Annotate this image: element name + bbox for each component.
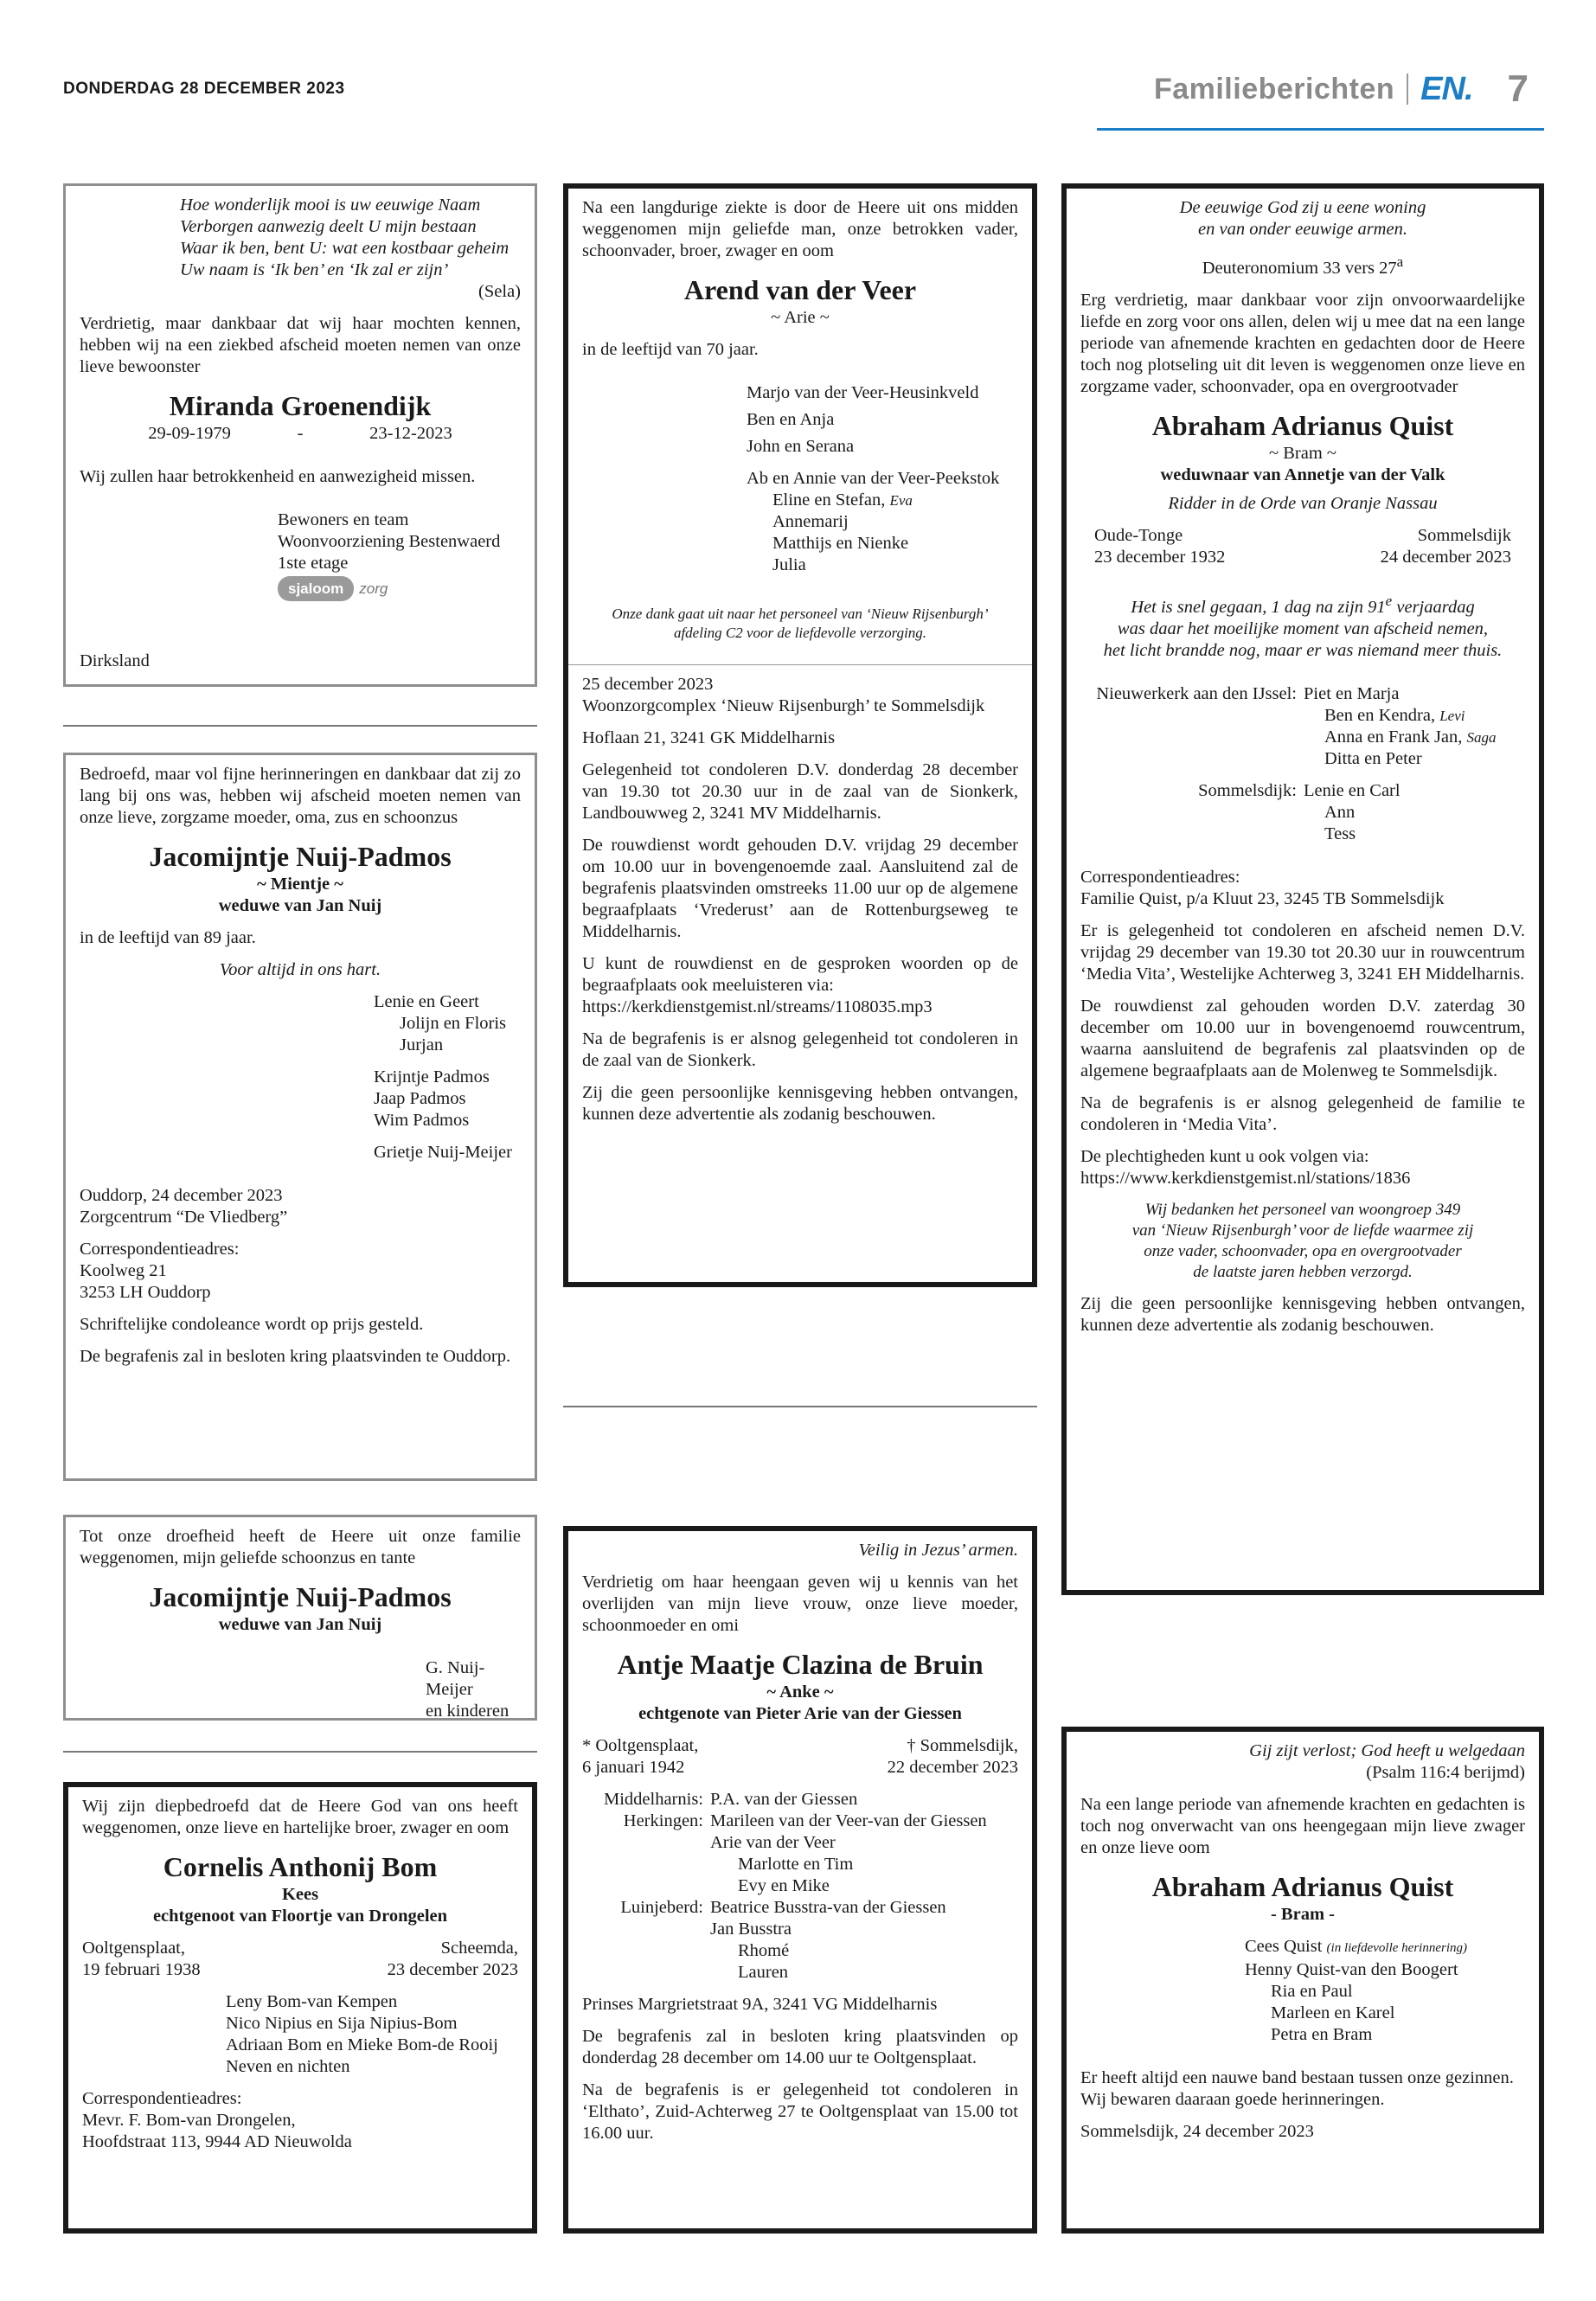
correspondence-city: 3253 LH Ouddorp: [80, 1283, 211, 1302]
address: Hoflaan 21, 3241 GK Middelharnis: [582, 728, 836, 747]
place: Dirksland: [80, 651, 150, 670]
family-member: Ann: [1324, 802, 1356, 822]
signers: [80, 510, 521, 601]
family-member: Ria en Paul: [1271, 1982, 1353, 2001]
service-info: De rouwdienst wordt gehouden D.V. vrijdag 29 december om 10.00 uur in bovengenoemde zaal. Aansluitend zal de begrafenis plaatsvinden omstreeks 11.00 uur op de algemene begraafplaats ‘Vrederust’ aan de Rottenburgseweg te Middelharnis.: [582, 836, 1018, 941]
family-member: Tess: [1324, 824, 1356, 843]
family-member: Krijntje Padmos: [374, 1067, 490, 1086]
life-dates: [82, 1938, 518, 1981]
death-date: 24 december 2023: [1380, 547, 1511, 567]
thanks: [1080, 1200, 1525, 1283]
family-member: Marleen en Karel: [1271, 2003, 1395, 2022]
notice-text: Wij zullen haar betrokkenheid en aanwezigheid missen.: [80, 467, 476, 486]
stream-url[interactable]: https://www.kerkdienstgemist.nl/stations/1836: [1080, 1168, 1411, 1188]
logo-text: sjaloom: [278, 576, 354, 601]
facility: Zorgcentrum “De Vliedberg”: [80, 1208, 288, 1227]
birth-place: Ooltgensplaat,: [82, 1939, 185, 1958]
family-member: Nico Nipius en Sija Nipius-Bom: [226, 2014, 458, 2033]
family-member: Ben en Anja: [747, 410, 835, 429]
stream-url[interactable]: https://kerkdienstgemist.nl/streams/1108035.mp3: [582, 997, 933, 1016]
family-member: Marjo van der Veer-Heusinkveld: [747, 383, 979, 402]
verse-line: De eeuwige God zij u eene woning: [1179, 198, 1426, 217]
family-list: [82, 1991, 518, 2078]
family-member: Wim Padmos: [374, 1111, 470, 1130]
notice-groenendijk: [63, 183, 537, 687]
family-place: Middelharnis:: [603, 1790, 703, 1809]
birth-place: * Ooltgensplaat,: [582, 1736, 699, 1755]
notice-de-bruin: [563, 1526, 1037, 2234]
notice-nuij-padmos: [63, 753, 537, 1481]
notice-quist-nephews: [1061, 1727, 1544, 2234]
bible-verse: [1080, 197, 1525, 240]
family-member: Piet en Marja: [1304, 683, 1400, 703]
thanks-line: onze vader, schoonvader, opa en overgrootvader: [1144, 1241, 1462, 1260]
family-member: Adriaan Bom en Mieke Bom-de Rooij: [226, 2035, 498, 2054]
header-rule: [1097, 128, 1544, 131]
correspondence-name: Mevr. F. Bom-van Drongelen,: [82, 2111, 296, 2130]
family-member: P.A. van der Giessen: [710, 1790, 858, 1809]
deceased-name: Antje Maatje Clazina de Bruin: [617, 1649, 984, 1680]
thanks: [582, 598, 1018, 643]
family-member: Ditta en Peter: [1324, 748, 1422, 768]
family-place: Luinjeberd:: [620, 1898, 703, 1917]
nickname: ~ Mientje ~: [257, 875, 343, 894]
quote: [1080, 590, 1525, 662]
notice-intro: Tot onze droefheid heeft de Heere uit onze familie weggenomen, mijn geliefde schoonzus en tante: [80, 1527, 521, 1567]
age: in de leeftijd van 89 jaar.: [80, 928, 256, 947]
life-dates: [1080, 525, 1525, 568]
column-divider: [63, 1751, 537, 1753]
family-member: Neven en nichten: [226, 2057, 350, 2076]
quote-text: Het is snel gegaan, 1 dag na zijn 91: [1131, 597, 1386, 617]
nickname: ~ Arie ~: [771, 308, 830, 327]
signer-line: Bewoners en team: [278, 510, 409, 529]
family-member: Jan Busstra: [710, 1920, 792, 1939]
masthead: [1154, 67, 1529, 111]
widow-of: weduwe van Jan Nuij: [218, 896, 382, 915]
family-place: Sommelsdijk:: [1198, 780, 1297, 800]
issue-date: DONDERDAG 28 DECEMBER 2023: [63, 80, 345, 98]
family-member: Rhomé: [738, 1941, 790, 1960]
deceased-name: Miranda Groenendijk: [169, 390, 432, 421]
signer-line: en kinderen: [426, 1702, 510, 1721]
notice-text: Wij bewaren daaraan goede herinneringen.: [1080, 2090, 1385, 2109]
closing-note: Zij die geen persoonlijke kennisgeving hebben ontvangen, kunnen deze advertentie als zodanig beschouwen.: [1080, 1293, 1525, 1335]
motto: Veilig in Jezus’ armen.: [858, 1541, 1018, 1560]
condolence-note: Schriftelijke condoleance wordt op prijs gesteld.: [80, 1315, 424, 1334]
nickname: Kees: [281, 1885, 319, 1904]
funeral-note: De begrafenis zal in besloten kring plaatsvinden te Ouddorp.: [80, 1347, 511, 1366]
spouse-of: echtgenote van Pieter Arie van der Giessen: [638, 1704, 962, 1723]
after-funeral-info: Na de begrafenis is er alsnog gelegenheid de familie te condoleren in ‘Media Vita’.: [1080, 1093, 1525, 1134]
page-number: 7: [1507, 67, 1529, 110]
quote-text: verjaardag: [1392, 597, 1475, 617]
family-list: [582, 382, 1018, 576]
family-member: Jaap Padmos: [374, 1089, 466, 1108]
family-member: Arie van der Veer: [710, 1833, 836, 1852]
family-list: [80, 991, 521, 1163]
family-member: [747, 490, 1018, 511]
quote-line: [1080, 590, 1525, 619]
signer-line: 1ste etage: [278, 554, 349, 573]
place-date: Ouddorp, 24 december 2023: [80, 1186, 283, 1205]
notice-intro: Verdrietig om haar heengaan geven wij u kennis van het overlijden van mijn lieve vrouw, onze lieve moeder, schoonmoeder en omi: [582, 1573, 1018, 1635]
family-member: Jolijn en Floris: [400, 1014, 507, 1033]
quote-sup: e: [1385, 592, 1393, 609]
birth-date: 29-09-1979: [148, 424, 231, 443]
notice-quist-family: [1061, 183, 1544, 1595]
life-dates: [80, 423, 521, 445]
notice-intro: Erg verdrietig, maar dankbaar voor zijn onvoorwaardelijke liefde en zorg voor ons allen, delen wij u mee dat na een lange periode van afnemende krachten en gedachten door de Heere toch nog plotseling uit dit leven is weggenomen onze lieve en zorgzame vader, schoonvader, opa en overgrootvader: [1080, 290, 1525, 396]
notice-text: Er heeft altijd een nauwe band bestaan tussen onze gezinnen.: [1080, 2068, 1514, 2087]
condolence-info: Er is gelegenheid tot condoleren en afscheid nemen D.V. vrijdag 29 december van 19.30 tot 20.30 uur in rouwcentrum ‘Media Vita’, Westelijke Achterweg 3, 3241 EH Middelharnis.: [1080, 920, 1525, 984]
funeral-info: De begrafenis zal in besloten kring plaatsvinden op donderdag 28 december om 14.00 uur te Ooltgensplaat.: [582, 2027, 1018, 2067]
section-title: Familieberichten: [1153, 72, 1395, 106]
notice-date: 25 december 2023: [582, 675, 714, 694]
motto: Voor altijd in ons hart.: [219, 960, 381, 979]
correspondence-address: Hoofdstraat 113, 9944 AD Nieuwolda: [82, 2132, 352, 2151]
logo-subtext: zorg: [359, 580, 388, 597]
newspaper-logo: EN.: [1420, 70, 1473, 107]
correspondence-label: Correspondentieadres:: [80, 1240, 240, 1259]
closing-note: Zij die geen persoonlijke kennisgeving hebben ontvangen, kunnen deze advertentie als zodanig beschouwen.: [582, 1083, 1018, 1124]
family-member: Marlotte en Tim: [738, 1855, 854, 1874]
place-date: Sommelsdijk, 24 december 2023: [1080, 2122, 1314, 2141]
memorial-note: (in liefdevolle herinnering): [1326, 1941, 1467, 1955]
death-date: 23-12-2023: [369, 424, 452, 443]
nickname: ~ Anke ~: [766, 1682, 834, 1702]
poem: [80, 195, 521, 281]
birth-date: 6 januari 1942: [582, 1758, 685, 1777]
life-dates: [582, 1735, 1018, 1779]
notice-intro: Na een langdurige ziekte is door de Heere uit ons midden weggenomen mijn geliefde man, onze betrokken vader, schoonvader, broer, zwager en oom: [582, 198, 1018, 260]
service-info: De rouwdienst zal gehouden worden D.V. zaterdag 30 december om 10.00 uur in bovengenoemd rouwcentrum, waarna aansluitend de begrafenis zal plaatsvinden op de algemene begraafplaats aan de Molenweg te Sommelsdijk.: [1080, 996, 1525, 1080]
deceased-name: Jacomijntje Nuij-Padmos: [149, 1581, 452, 1612]
death-place: Sommelsdijk: [1417, 525, 1511, 545]
family-member: Lenie en Carl: [1304, 780, 1401, 800]
quote-line: het licht brandde nog, maar er was niemand meer thuis.: [1103, 640, 1503, 660]
verse-reference: [1080, 251, 1525, 279]
deceased-name: Arend van der Veer: [683, 274, 917, 305]
spouse-of: echtgenoot van Floortje van Drongelen: [152, 1907, 448, 1926]
birth-place: Oude-Tonge: [1094, 525, 1183, 545]
family-member: Evy en Mike: [738, 1876, 830, 1895]
family-member: [1245, 1936, 1525, 1959]
family-list: [582, 1789, 1018, 1984]
family-member: Ab en Annie van der Veer-Peekstok: [747, 469, 1000, 488]
family-member-name: Ben en Kendra,: [1324, 705, 1436, 725]
quote-line: was daar het moeilijke moment van afscheid nemen,: [1117, 619, 1489, 638]
family-member: Lenie en Geert: [374, 992, 479, 1011]
signer-line: G. Nuij-Meijer: [426, 1658, 485, 1699]
correspondence-street: Koolweg 21: [80, 1261, 167, 1280]
psalm-verse: Gij zijt verlost; God heeft u welgedaan: [1249, 1741, 1525, 1760]
family-member: Jurjan: [400, 1035, 444, 1054]
nickname: ~ Bram ~: [1269, 443, 1336, 463]
family-member: Matthijs en Nienke: [772, 534, 909, 553]
facility: Woonzorgcomplex ‘Nieuw Rijsenburgh’ te Sommelsdijk: [582, 696, 985, 715]
nickname: - Bram -: [1270, 1905, 1335, 1924]
birth-date: 23 december 1932: [1094, 547, 1226, 567]
correspondence-label: Correspondentieadres:: [82, 2089, 242, 2108]
family-member: Grietje Nuij-Meijer: [374, 1143, 512, 1162]
family-member: [1080, 705, 1525, 727]
deceased-name: Cornelis Anthonij Bom: [163, 1851, 438, 1882]
thanks-line: van ‘Nieuw Rijsenburgh’ voor de liefde waarmee zij: [1131, 1221, 1474, 1240]
poem-line: Waar ik ben, bent U: wat een kostbaar geheim: [180, 239, 510, 258]
family-list: [1080, 683, 1525, 845]
deceased-name: Abraham Adrianus Quist: [1151, 1871, 1454, 1902]
family-member: Julia: [772, 555, 806, 574]
thanks-line: de laatste jaren hebben verzorgd.: [1193, 1262, 1413, 1281]
widow-of: weduwe van Jan Nuij: [218, 1615, 382, 1634]
death-date: 23 december 2023: [387, 1960, 518, 1979]
notice-bom: [63, 1782, 537, 2234]
deceased-name: Abraham Adrianus Quist: [1151, 409, 1454, 441]
notice-intro: Verdrietig, maar dankbaar dat wij haar mochten kennen, hebben wij na een ziekbed afscheid moeten nemen van onze lieve bewoonster: [80, 314, 521, 376]
family-member: Beatrice Busstra-van der Giessen: [710, 1898, 946, 1917]
notice-van-der-veer: [563, 183, 1037, 1287]
verse-line: en van onder eeuwige armen.: [1198, 220, 1407, 239]
notice-intro: Bedroefd, maar vol fijne herinneringen en dankbaar dat zij zo lang bij ons was, hebben wij afscheid moeten nemen van onze lieve, zorgzame moeder, oma, zus en schoonzus: [80, 765, 521, 827]
family-list: [1080, 1936, 1525, 2046]
grandchild-name: Eva: [889, 492, 913, 509]
family-member-name: Anna en Frank Jan,: [1324, 727, 1463, 747]
family-member-name: Cees Quist: [1245, 1937, 1323, 1956]
notice-nuij-padmos-family: [63, 1515, 537, 1721]
signers: [80, 1657, 521, 1722]
condolence-info: Gelegenheid tot condoleren D.V. donderdag 28 december van 19.30 tot 20.30 uur in de zaal van de Sionkerk, Landbouwweg 2, 3241 MV Middelharnis.: [582, 760, 1018, 823]
poem-line: Verborgen aanwezig deelt U mijn bestaan: [180, 217, 477, 236]
stream-info: U kunt de rouwdienst en de gesproken woorden op de begraafplaats ook meeluisteren via:: [582, 954, 1018, 995]
death-place: Scheemda,: [440, 1939, 518, 1958]
thanks-line: Onze dank gaat uit naar het personeel van ‘Nieuw Rijsenburgh’: [612, 606, 989, 622]
masthead-divider: [1407, 74, 1408, 105]
death-date: 22 december 2023: [887, 1758, 1018, 1777]
poem-line: Uw naam is ‘Ik ben’ en ‘Ik zal er zijn’: [180, 260, 449, 279]
column-divider: [63, 725, 537, 727]
death-place: † Sommelsdijk,: [907, 1736, 1018, 1755]
family-member: [1080, 727, 1525, 748]
family-member: Annemarij: [772, 512, 849, 531]
signer-line: Woonvoorziening Bestenwaerd: [278, 532, 501, 551]
deceased-name: Jacomijntje Nuij-Padmos: [149, 841, 452, 872]
thanks-line: Wij bedanken het personeel van woongroep 349: [1144, 1200, 1461, 1219]
family-member: John en Serana: [747, 437, 855, 456]
sjaloom-logo: [278, 576, 521, 601]
after-funeral-info: Na de begrafenis is er alsnog gelegenheid tot condoleren in de zaal van de Sionkerk.: [582, 1029, 1018, 1070]
psalm-reference: (Psalm 116:4 berijmd): [1366, 1763, 1525, 1782]
family-place: Herkingen:: [623, 1811, 703, 1830]
correspondence-address: Familie Quist, p/a Kluut 23, 3245 TB Sommelsdijk: [1080, 888, 1445, 908]
family-member: Henny Quist-van den Boogert: [1245, 1960, 1458, 1979]
thanks-line: afdeling C2 voor de liefdevolle verzorging.: [673, 625, 927, 641]
widower-of: weduwnaar van Annetje van der Valk: [1160, 465, 1445, 484]
condolence-info: Na de begrafenis is er gelegenheid tot condoleren in ‘Elthato’, Zuid-Achterweg 27 te Ooltgensplaat van 15.00 tot 16.00 uur.: [582, 2080, 1018, 2143]
verse-ref-sup: a: [1396, 253, 1404, 270]
age: in de leeftijd van 70 jaar.: [582, 340, 759, 359]
family-member-name: Eline en Stefan,: [772, 490, 886, 510]
family-place: Nieuwerkerk aan den IJssel:: [1096, 683, 1297, 703]
family-member: Petra en Bram: [1271, 2025, 1373, 2044]
poem-reference: (Sela): [478, 282, 521, 301]
birth-date: 19 februari 1938: [82, 1960, 201, 1979]
address: Prinses Margrietstraat 9A, 3241 VG Middelharnis: [582, 1995, 938, 2014]
family-member: Lauren: [738, 1963, 789, 1982]
grandchild-name: Saga: [1466, 728, 1497, 746]
notice-intro: Na een lange periode van afnemende krachten en gedachten is toch nog onverwacht van ons heengegaan mijn lieve zwager en onze lieve oom: [1080, 1795, 1525, 1857]
date-dash: -: [297, 424, 304, 443]
verse-ref-text: Deuteronomium 33 vers 27: [1202, 258, 1397, 278]
stream-info: De plechtigheden kunt u ook volgen via:: [1080, 1146, 1369, 1166]
notice-intro: Wij zijn diepbedroefd dat de Heere God van ons heeft weggenomen, onze lieve en hartelijke broer, zwager en oom: [82, 1797, 518, 1837]
honour: Ridder in de Orde van Oranje Nassau: [1168, 493, 1438, 513]
correspondence-label: Correspondentieadres:: [1080, 867, 1240, 887]
poem-line: Hoe wonderlijk mooi is uw eeuwige Naam: [180, 195, 481, 215]
grandchild-name: Levi: [1439, 707, 1465, 724]
family-member: Marileen van der Veer-van der Giessen: [710, 1811, 987, 1830]
family-member: Leny Bom-van Kempen: [226, 1992, 398, 2011]
column-divider: [563, 1406, 1037, 1407]
